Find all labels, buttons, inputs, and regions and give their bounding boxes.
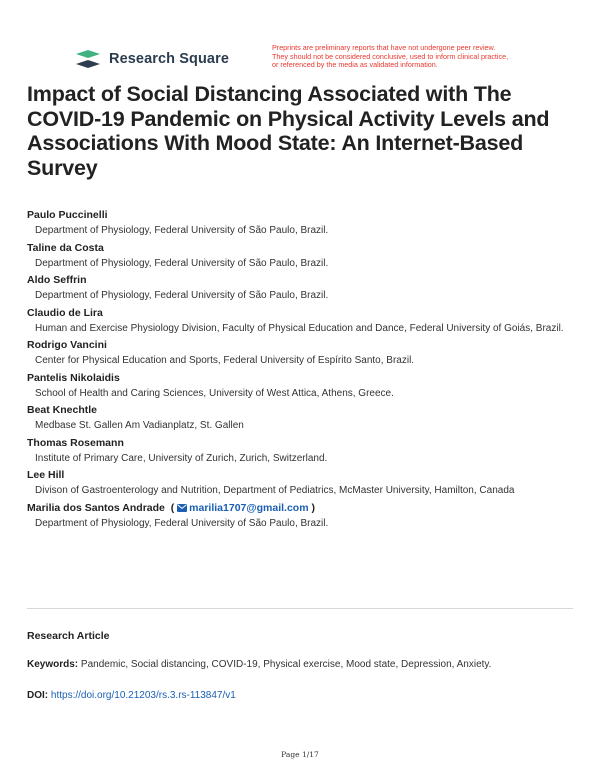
author-entry bbox=[27, 338, 575, 370]
keywords-label: Keywords: bbox=[27, 659, 79, 670]
disclaimer-line: They should not be considered conclusive, used to inform clinical practice, bbox=[272, 51, 509, 61]
author-entry bbox=[27, 306, 575, 338]
envelope-icon bbox=[177, 504, 187, 512]
author-name: Lee Hill bbox=[27, 469, 65, 481]
page-number: Page 1/17 bbox=[281, 750, 319, 759]
author-affiliation: Divison of Gastroenterology and Nutrition, Department of Pediatrics, McMaster University, Hamilton, Canada bbox=[35, 485, 515, 496]
disclaimer-line: Preprints are preliminary reports that have not undergone peer review. bbox=[272, 43, 496, 52]
author-email: marilia1707@gmail.com bbox=[189, 501, 309, 514]
author-name: Pantelis Nikolaidis bbox=[27, 371, 120, 384]
author-name: Beat Knechtle bbox=[27, 404, 98, 416]
author-affiliation: School of Health and Caring Sciences, University of West Attica, Athens, Greece. bbox=[35, 387, 394, 399]
author-affiliation: Department of Physiology, Federal University of São Paulo, Brazil. bbox=[35, 290, 329, 301]
article-type: Research Article bbox=[27, 630, 110, 642]
author-name: Rodrigo Vancini bbox=[27, 339, 107, 351]
author-affiliation: Medbase St. Gallen Am Vadianplatz, St. Gallen bbox=[35, 420, 244, 431]
author-affiliation: Institute of Primary Care, University of Zurich, Zurich, Switzerland. bbox=[35, 452, 328, 464]
paper-title: Impact of Social Distancing Associated with The COVID-19 Pandemic on Physical Activity Levels and Associations With Mood State: An Internet-Based Survey bbox=[27, 82, 550, 180]
author-entry bbox=[27, 371, 575, 403]
author-email-link[interactable] bbox=[177, 502, 311, 514]
doi-label: DOI: bbox=[27, 690, 49, 701]
author-affiliation: Department of Physiology, Federal University of São Paulo, Brazil. bbox=[35, 257, 329, 269]
corresponding-author bbox=[27, 501, 575, 533]
author-name: Paulo Puccinelli bbox=[27, 209, 108, 221]
author-entry bbox=[27, 273, 575, 305]
author-entry bbox=[27, 208, 575, 240]
research-square-logo-icon bbox=[74, 48, 102, 70]
author-affiliation: Center for Physical Education and Sports, Federal University of Espírito Santo, Brazil. bbox=[35, 355, 415, 366]
email-paren-open: ( bbox=[167, 501, 175, 514]
preprint-disclaimer bbox=[272, 44, 542, 70]
author-affiliation: Department of Physiology, Federal University of São Paulo, Brazil. bbox=[35, 225, 329, 236]
author-name: Aldo Seffrin bbox=[27, 274, 87, 286]
author-name: Claudio de Lira bbox=[27, 306, 103, 319]
author-name: Marilia dos Santos Andrade bbox=[27, 501, 165, 514]
disclaimer-line: or referenced by the media as validated information. bbox=[272, 60, 438, 70]
doi-link[interactable]: https://doi.org/10.21203/rs.3.rs-113847/v1 bbox=[50, 690, 236, 701]
author-affiliation: Department of Physiology, Federal University of São Paulo, Brazil. bbox=[35, 517, 329, 529]
keywords-value: Pandemic, Social distancing, COVID-19, Physical exercise, Mood state, Depression, Anxiety. bbox=[80, 659, 492, 670]
research-square-logo bbox=[74, 48, 229, 70]
author-affiliation: Human and Exercise Physiology Division, Faculty of Physical Education and Dance, Federal University of Goiás, Brazil. bbox=[35, 322, 564, 334]
author-entry bbox=[27, 436, 575, 468]
logo-text: Research Square bbox=[109, 51, 229, 67]
author-entry bbox=[27, 403, 575, 435]
author-name: Taline da Costa bbox=[27, 241, 104, 254]
author-entry bbox=[27, 468, 575, 500]
email-paren-close: ) bbox=[311, 501, 315, 514]
keywords bbox=[27, 659, 491, 670]
author-entry bbox=[27, 241, 575, 273]
section-divider bbox=[27, 608, 573, 609]
author-list bbox=[27, 208, 575, 533]
corresponding-author-line bbox=[27, 501, 575, 516]
doi bbox=[27, 690, 236, 701]
author-name: Thomas Rosemann bbox=[27, 436, 124, 449]
